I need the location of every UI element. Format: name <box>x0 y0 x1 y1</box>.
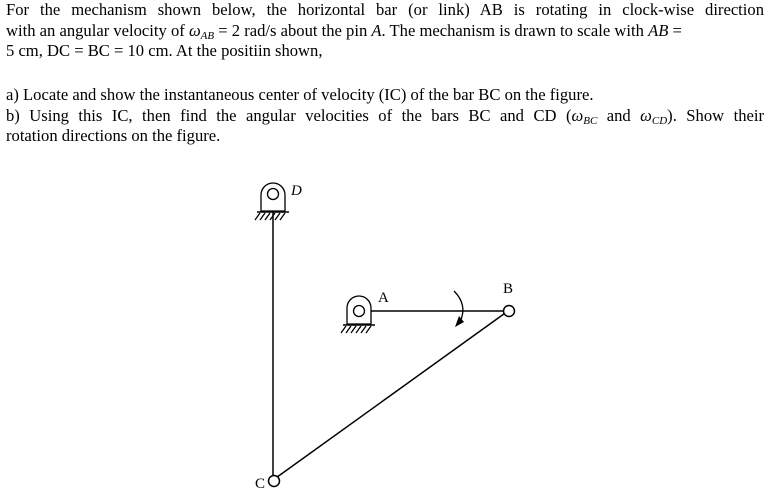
question-b-line-2: rotation directions on the figure. <box>6 126 221 145</box>
question-b-line-1: b) Using this IC, then find the angular velocities of the bars BC and CD ($\omega_{BC}$ and $\omega_{CD}$). Show their <box>6 105 764 127</box>
question-a: a) Locate and show the instantaneous center of velocity (IC) of the bar BC on the figure. <box>6 85 594 104</box>
problem-line-2: with an angular velocity of $\omega_{AB} = 2$ rad/s about the pin A. The mechanism is drawn to scale with AB = <box>6 20 682 42</box>
ab-text: AB <box>648 20 669 40</box>
clockwise-arrow-icon <box>454 291 464 327</box>
problem-line-3: 5 cm, DC = BC = 10 cm. At the positiin shown, <box>6 41 323 60</box>
omega-subscript-cd: CD <box>651 114 668 127</box>
label-b: B <box>503 281 514 297</box>
omega-cd-symbol: ω <box>640 105 652 125</box>
label-d: D <box>291 183 302 199</box>
omega-subscript-bc: BC <box>583 114 598 127</box>
ground-support-d <box>255 183 289 220</box>
label-c: C <box>255 476 266 492</box>
pin-c <box>269 476 280 487</box>
label-a: A <box>378 290 389 306</box>
ground-support-a <box>341 296 375 333</box>
pin-a-text: A <box>371 20 382 40</box>
link-bc <box>273 311 508 480</box>
omega-symbol: ω <box>188 20 201 40</box>
problem-line-1: For the mechanism shown below, the horizontal bar (or link) AB is rotating in clock-wise direction <box>6 0 764 19</box>
omega-subscript-ab: AB <box>200 29 215 42</box>
omega-bc-symbol: ω <box>571 105 584 125</box>
pin-b <box>504 306 515 317</box>
